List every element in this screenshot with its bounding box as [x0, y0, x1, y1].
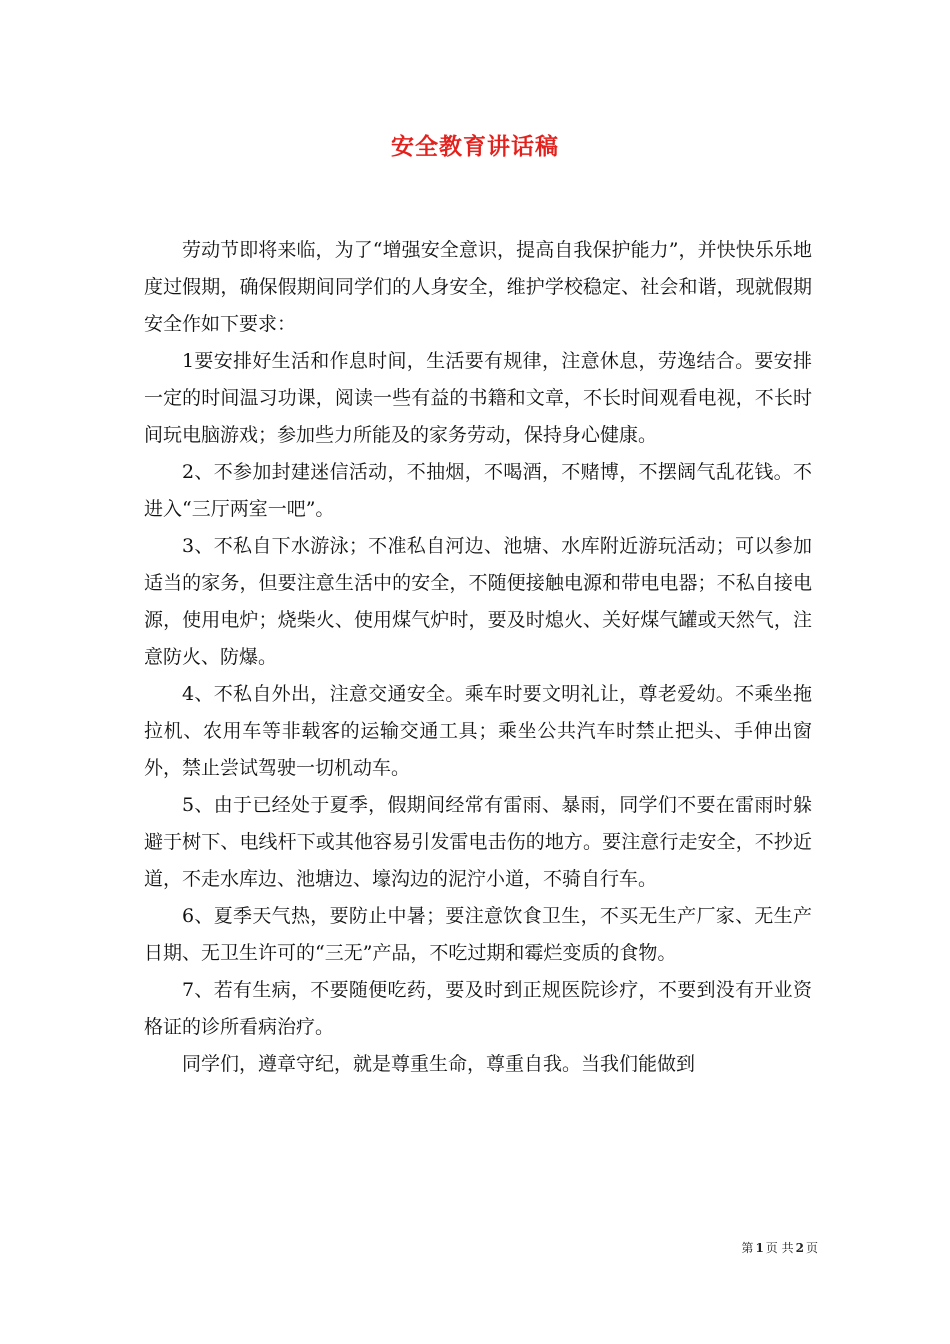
document-title: 安全教育讲话稿	[391, 133, 559, 160]
footer-middle: 页 共	[765, 1241, 794, 1255]
footer-prefix: 第	[741, 1241, 754, 1255]
paragraph-item-6: 6、夏季天气热，要防止中暑；要注意饮食卫生，不买无生产厂家、无生产日期、无卫生许可的“三无”产品，不吃过期和霉烂变质的食物。	[144, 905, 812, 964]
total-page-number: 2	[795, 1241, 804, 1255]
paragraph-item-5: 5、由于已经处于夏季，假期间经常有雷雨、暴雨，同学们不要在雷雨时躲避于树下、电线杆下或其他容易引发雷电击伤的地方。要注意行走安全，不抄近道，不走水库边、池塘边、壕沟边的泥泞小道，不骑自行车。	[144, 794, 812, 890]
paragraph-item-2: 2、不参加封建迷信活动，不抽烟，不喝酒，不赌博，不摆阔气乱花钱。不进入“三厅两室一吧”。	[144, 461, 812, 520]
paragraph-item-4: 4、不私自外出，注意交通安全。乘车时要文明礼让，尊老爱幼。不乘坐拖拉机、农用车等非载客的运输交通工具；乘坐公共汽车时禁止把头、手伸出窗外，禁止尝试驾驶一切机动车。	[144, 683, 812, 779]
paragraph-closing: 同学们，遵章守纪，就是尊重生命，尊重自我。当我们能做到	[182, 1053, 696, 1075]
paragraph-item-3: 3、不私自下水游泳；不准私自河边、池塘、水库附近游玩活动；可以参加适当的家务，但要注意生活中的安全，不随便接触电源和带电电器；不私自接电源，使用电炉；烧柴火、使用煤气炉时，要及时熄火、关好煤气罐或天然气，注意防火、防爆。	[144, 535, 812, 668]
page-number-footer	[741, 1239, 818, 1256]
paragraph-item-7: 7、若有生病，不要随便吃药，要及时到正规医院诊疗，不要到没有开业资格证的诊所看病治疗。	[144, 979, 812, 1038]
paragraph-intro: 劳动节即将来临，为了“增强安全意识，提高自我保护能力”，并快快乐乐地度过假期，确保假期间同学们的人身安全，维护学校稳定、社会和谐，现就假期安全作如下要求：	[144, 239, 812, 335]
footer-suffix: 页	[805, 1241, 818, 1255]
paragraph-item-1: 1要安排好生活和作息时间，生活要有规律，注意休息，劳逸结合。要安排一定的时间温习功课，阅读一些有益的书籍和文章，不长时间观看电视，不长时间玩电脑游戏；参加些力所能及的家务劳动，保持身心健康。	[144, 350, 812, 446]
current-page-number: 1	[755, 1241, 764, 1255]
document-body	[144, 232, 812, 1083]
